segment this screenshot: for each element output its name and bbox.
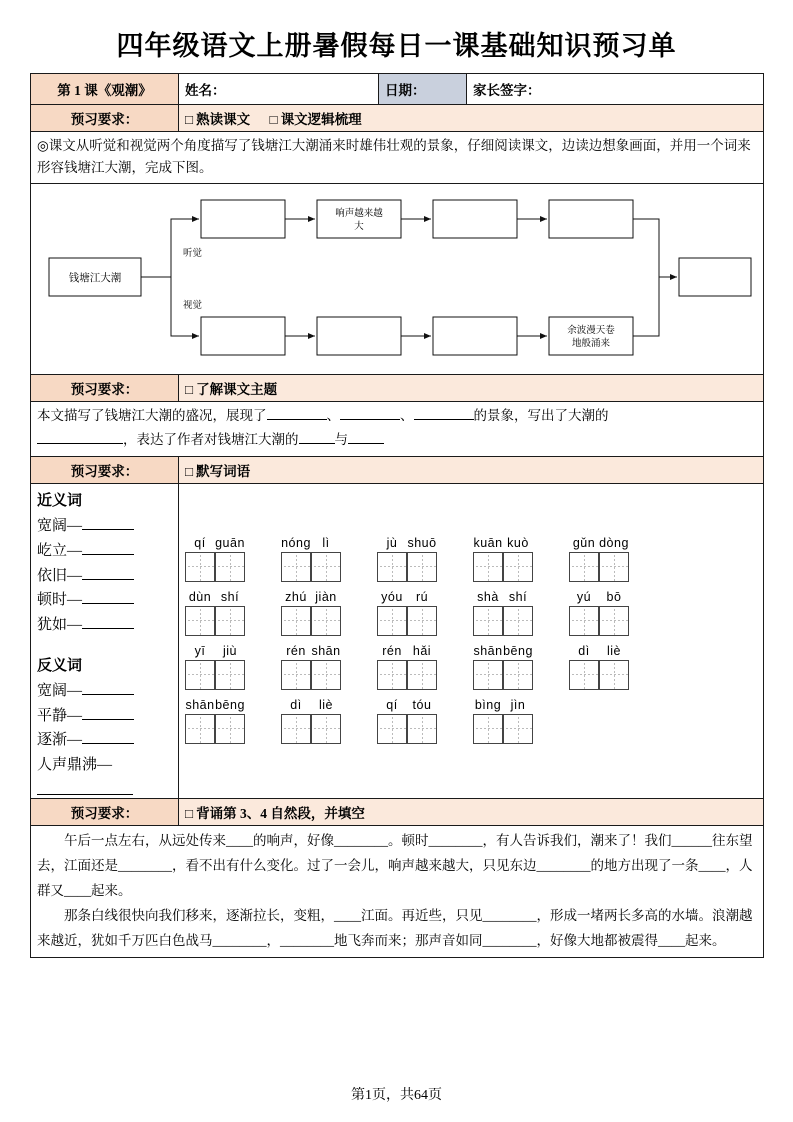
diagram-row [31, 183, 764, 374]
synonym-item-2 [37, 564, 172, 589]
grid-cell[interactable] [281, 606, 311, 636]
date-field[interactable]: 日期： [379, 74, 467, 105]
synonym-label-2: 依旧— [37, 567, 83, 584]
pinyin-3-0: shān [185, 697, 215, 712]
pinyin-1-0: dùn [188, 589, 212, 604]
svg-text:响声越来越: 响声越来越 [335, 207, 383, 219]
svg-text:大: 大 [354, 220, 364, 232]
grid-cell[interactable] [407, 660, 437, 690]
diagram-cell [31, 183, 764, 374]
pinyin-1-6: shà [477, 589, 499, 604]
checkbox-logic-outline[interactable]: □ 课文逻辑梳理 [270, 112, 362, 127]
synonym-title: 近义词 [37, 493, 83, 510]
grid-cell[interactable] [473, 660, 503, 690]
synonym-item-4 [37, 613, 172, 638]
synonym-item-0 [37, 514, 172, 539]
grid-cell[interactable] [215, 606, 245, 636]
grid-cell[interactable] [599, 660, 629, 690]
recite-cell [31, 825, 764, 957]
pinyin-1-4: yóu [381, 589, 403, 604]
recite-paragraph-2: 那条白线很快向我们移来，逐渐拉长，变粗，____江面。再近些，只见________，形成一堵两长多高的水墙。浪潮越来越近，犹如千万匹白色战马________，________地飞奔而来；那声音如同________，好像大地都被震得____起来。 [37, 907, 753, 948]
theme-row [31, 401, 764, 457]
requirement-items-3 [179, 457, 764, 484]
requirement-label-1: 预习要求： [31, 105, 179, 132]
word-list-column [31, 484, 179, 799]
pinyin-0-5: shuō [407, 535, 437, 550]
grid-cell[interactable] [185, 606, 215, 636]
pinyin-1-2: zhú [285, 589, 307, 604]
theme-text-1: 本文描写了钱塘江大潮的盛况，展现了 [37, 407, 267, 423]
lesson-title: 第 1 课《观潮》 [31, 74, 179, 105]
pinyin-1-1: shí [220, 589, 240, 604]
pinyin-1-8: yú [576, 589, 592, 604]
grid-cell[interactable] [473, 714, 503, 744]
synonym-label-4: 犹如— [37, 617, 83, 634]
grid-cell[interactable] [215, 552, 245, 582]
pinyin-2-7: bēng [503, 643, 533, 658]
flow-diagram [31, 184, 763, 374]
antonym-label-2: 逐渐— [37, 732, 83, 749]
grid-cell[interactable] [215, 714, 245, 744]
grid-row-0 [185, 552, 757, 582]
grid-cell[interactable] [503, 660, 533, 690]
parent-signature-field[interactable]: 家长签字： [467, 74, 764, 105]
pinyin-2-9: liè [606, 643, 621, 658]
svg-text:视觉: 视觉 [183, 299, 203, 311]
grid-cell[interactable] [569, 606, 599, 636]
theme-text-3: 、 [400, 407, 414, 423]
theme-blank-6[interactable] [348, 443, 384, 444]
svg-text:钱塘江大潮: 钱塘江大潮 [68, 271, 122, 284]
synonym-label-0: 宽阔— [37, 518, 83, 535]
pinyin-0-3: lì [322, 535, 330, 550]
pinyin-2-0: yī [194, 643, 206, 658]
grid-cell[interactable] [185, 660, 215, 690]
grid-cell[interactable] [377, 714, 407, 744]
checkbox-dictation[interactable]: □ 默写词语 [185, 464, 250, 479]
synonym-blank-4[interactable] [82, 628, 134, 629]
grid-cell[interactable] [407, 606, 437, 636]
svg-text:听觉: 听觉 [183, 247, 203, 259]
recite-row [31, 825, 764, 957]
grid-cell[interactable] [215, 660, 245, 690]
pinyin-0-1: guān [215, 535, 245, 550]
antonym-item-2 [37, 728, 172, 753]
antonym-blank-1[interactable] [82, 719, 134, 720]
requirement-row-3 [31, 457, 764, 484]
worksheet-table [30, 73, 764, 958]
pinyin-0-8: gǔn [572, 535, 596, 550]
grid-cell[interactable] [281, 552, 311, 582]
pinyin-1-5: rú [415, 589, 429, 604]
synonym-label-1: 屹立— [37, 542, 83, 559]
theme-text-2: 、 [326, 407, 340, 423]
antonym-blank-3[interactable] [37, 778, 133, 795]
pinyin-3-3: liè [318, 697, 333, 712]
grid-cell[interactable] [311, 660, 341, 690]
synonym-blank-3[interactable] [82, 603, 134, 604]
page-footer: 第1页，共64页 [351, 1088, 442, 1103]
grid-cell[interactable] [377, 660, 407, 690]
theme-blank-3[interactable] [414, 419, 474, 420]
pinyin-0-9: dòng [599, 535, 629, 550]
pinyin-2-5: hǎi [412, 643, 432, 658]
diagram-svg [31, 184, 762, 372]
pinyin-row-1 [185, 590, 757, 604]
antonym-label-0: 宽阔— [37, 682, 83, 699]
grid-row-2 [185, 660, 757, 690]
antonym-item-1 [37, 704, 172, 729]
checkbox-recite[interactable]: □ 背诵第 3、4 自然段，并填空 [185, 806, 365, 821]
pinyin-2-3: shān [311, 643, 341, 658]
theme-text-6: 与 [334, 431, 348, 447]
requirement-label-2: 预习要求： [31, 374, 179, 401]
grid-row-3 [185, 714, 757, 744]
grid-cell[interactable] [185, 552, 215, 582]
requirement-label-4: 预习要求： [31, 798, 179, 825]
intro-paragraph: ◎课文从听觉和视觉两个角度描写了钱塘江大潮涌来时雄伟壮观的景象，仔细阅读课文，边读边想象画面，并用一个词来形容钱塘江大潮，完成下图。 [31, 132, 764, 184]
requirement-items-2 [179, 374, 764, 401]
pinyin-row-2 [185, 644, 757, 658]
antonym-blank-2[interactable] [82, 743, 134, 744]
requirement-items-4 [179, 798, 764, 825]
pinyin-0-6: kuān [473, 535, 503, 550]
grid-cell[interactable] [311, 552, 341, 582]
pinyin-1-3: jiàn [315, 589, 337, 604]
synonym-item-1 [37, 539, 172, 564]
grid-cell[interactable] [185, 714, 215, 744]
antonym-blank-0[interactable] [82, 694, 134, 695]
requirement-row-4 [31, 798, 764, 825]
grid-cell[interactable] [407, 552, 437, 582]
grid-cell[interactable] [503, 714, 533, 744]
grid-cell[interactable] [281, 714, 311, 744]
name-field[interactable]: 姓名： [179, 74, 379, 105]
theme-text-4: 的景象，写出了大潮的 [473, 407, 609, 423]
grid-cell[interactable] [503, 552, 533, 582]
grid-cell[interactable] [473, 606, 503, 636]
grid-cell[interactable] [377, 552, 407, 582]
pinyin-row-3 [185, 698, 757, 712]
pinyin-3-6: bìng [474, 697, 502, 712]
grid-cell[interactable] [377, 606, 407, 636]
antonym-title: 反义词 [37, 657, 83, 674]
pinyin-0-0: qí [194, 535, 206, 550]
pinyin-3-1: bēng [215, 697, 245, 712]
synonym-blank-0[interactable] [82, 529, 134, 530]
pinyin-3-7: jìn [510, 697, 526, 712]
words-row [31, 484, 764, 799]
theme-text-5: ，表达了作者对钱塘江大潮的 [123, 431, 299, 447]
pinyin-3-4: qí [386, 697, 398, 712]
grid-cell[interactable] [473, 552, 503, 582]
synonym-blank-1[interactable] [82, 554, 134, 555]
grid-cell[interactable] [407, 714, 437, 744]
header-row [31, 74, 764, 105]
grid-cell[interactable] [503, 606, 533, 636]
svg-text:余波漫天卷: 余波漫天卷 [567, 324, 615, 336]
grid-cell[interactable] [281, 660, 311, 690]
pinyin-2-6: shān [473, 643, 503, 658]
pinyin-2-1: jiù [222, 643, 237, 658]
synonym-item-3 [37, 588, 172, 613]
page-title: 四年级语文上册暑假每日一课基础知识预习单 [116, 31, 677, 61]
intro-row [31, 132, 764, 184]
checkbox-read-text[interactable]: □ 熟读课文 [185, 112, 250, 127]
requirement-label-3: 预习要求： [31, 457, 179, 484]
recite-paragraph-1: 午后一点左右，从远处传来____的响声，好像________。顿时________，有人告诉我们，潮来了！我们______往东望去，江面还是________，看不出有什么变化。过了一会儿，响声越来越大，只见东边________的地方出现了一条____，人群又____起来。 [37, 832, 753, 898]
synonym-blank-2[interactable] [82, 579, 134, 580]
pinyin-1-9: bō [606, 589, 622, 604]
svg-text:地般涌来: 地般涌来 [571, 337, 611, 349]
checkbox-theme[interactable]: □ 了解课文主题 [185, 382, 277, 397]
theme-fill-cell [31, 401, 764, 457]
antonym-item-3 [37, 753, 172, 778]
grid-cell[interactable] [599, 606, 629, 636]
grid-cell[interactable] [569, 660, 599, 690]
pinyin-0-2: nóng [281, 535, 311, 550]
grid-cell[interactable] [311, 606, 341, 636]
grid-cell[interactable] [311, 714, 341, 744]
pinyin-2-8: dì [578, 643, 590, 658]
requirement-row-1 [31, 105, 764, 132]
requirement-items-1 [179, 105, 764, 132]
dictation-grid [179, 484, 764, 799]
pinyin-3-2: dì [290, 697, 302, 712]
pinyin-3-5: tóu [412, 697, 432, 712]
pinyin-0-7: kuò [507, 535, 529, 550]
pinyin-1-7: shí [508, 589, 528, 604]
theme-blank-1[interactable] [267, 419, 327, 420]
theme-blank-2[interactable] [340, 419, 400, 420]
synonym-label-3: 顿时— [37, 592, 83, 609]
pinyin-2-4: rén [382, 643, 402, 658]
antonym-label-1: 平静— [37, 707, 83, 724]
theme-blank-4[interactable] [37, 443, 123, 444]
pinyin-0-4: jù [386, 535, 398, 550]
antonym-label-3: 人声鼎沸— [37, 757, 113, 774]
theme-blank-5[interactable] [299, 443, 335, 444]
pinyin-2-2: rén [286, 643, 306, 658]
requirement-row-2 [31, 374, 764, 401]
pinyin-row-0 [185, 536, 757, 550]
grid-cell[interactable] [569, 552, 599, 582]
grid-cell[interactable] [599, 552, 629, 582]
antonym-item-0 [37, 679, 172, 704]
grid-row-1 [185, 606, 757, 636]
